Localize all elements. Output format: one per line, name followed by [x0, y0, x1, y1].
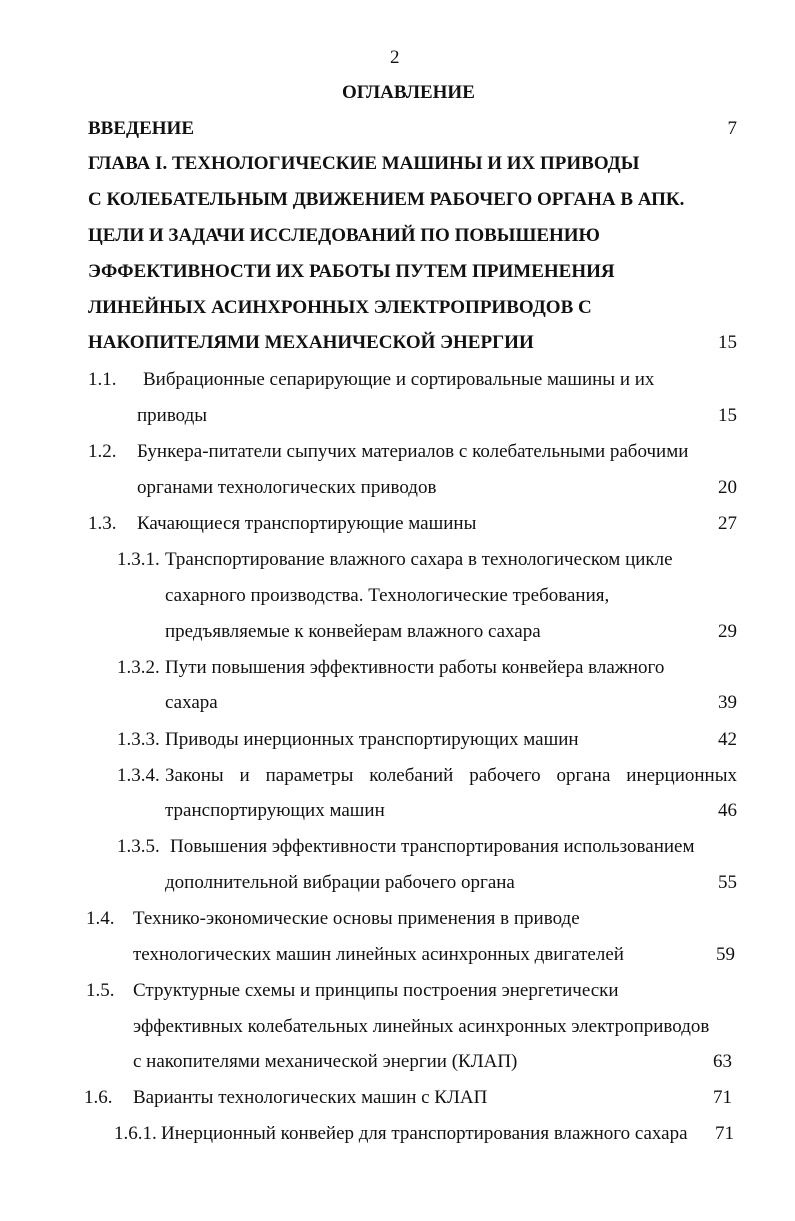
- chapter-1-line: С КОЛЕБАТЕЛЬНЫМ ДВИЖЕНИЕМ РАБОЧЕГО ОРГАНА В АПК.: [88, 189, 685, 210]
- section-title-cont: приводы: [137, 405, 208, 426]
- section-number: 1.1.: [88, 369, 117, 390]
- section-number: 1.6.1.: [114, 1123, 157, 1144]
- section-page: 20: [718, 477, 737, 498]
- section-title: Пути повышения эффективности работы конвейера влажного: [165, 657, 665, 678]
- section-page: 46: [718, 800, 737, 821]
- section-page: 15: [718, 405, 737, 426]
- chapter-1-line: ЭФФЕКТИВНОСТИ ИХ РАБОТЫ ПУТЕМ ПРИМЕНЕНИЯ: [88, 261, 615, 282]
- section-title: Транспортирование влажного сахара в технологическом цикле: [165, 549, 673, 570]
- section-title-cont: органами технологических приводов: [137, 477, 437, 498]
- chapter-1-page: 15: [718, 332, 737, 353]
- toc-intro-label: ВВЕДЕНИЕ: [88, 118, 194, 139]
- chapter-1-line: ГЛАВА I. ТЕХНОЛОГИЧЕСКИЕ МАШИНЫ И ИХ ПРИВОДЫ: [88, 153, 640, 174]
- section-title: Варианты технологических машин с КЛАП: [133, 1087, 488, 1108]
- chapter-1-line: НАКОПИТЕЛЯМИ МЕХАНИЧЕСКОЙ ЭНЕРГИИ: [88, 332, 534, 353]
- section-title-cont: предъявляемые к конвейерам влажного сахара: [165, 621, 541, 642]
- section-number: 1.3.2.: [117, 657, 160, 678]
- section-number: 1.3.1.: [117, 549, 160, 570]
- section-number: 1.4.: [86, 908, 115, 929]
- section-page: 42: [718, 729, 737, 750]
- section-number: 1.5.: [86, 980, 115, 1001]
- section-number: 1.3.5.: [117, 836, 160, 857]
- section-page: 39: [718, 692, 737, 713]
- section-number: 1.3.4.: [117, 765, 160, 786]
- section-title-cont: эффективных колебательных линейных асинхронных электроприводов: [133, 1016, 710, 1037]
- section-page: 71: [715, 1123, 734, 1144]
- section-number: 1.2.: [88, 441, 117, 462]
- section-page: 71: [713, 1087, 732, 1108]
- section-number: 1.6.: [84, 1087, 113, 1108]
- section-title: Качающиеся транспортирующие машины: [137, 513, 477, 534]
- section-number: 1.3.: [88, 513, 117, 534]
- section-title: Приводы инерционных транспортирующих машин: [165, 729, 579, 750]
- section-title-cont: дополнительной вибрации рабочего органа: [165, 872, 515, 893]
- section-title-cont: сахарного производства. Технологические требования,: [165, 585, 610, 606]
- section-title: Бункера-питатели сыпучих материалов с колебательными рабочими: [137, 441, 689, 462]
- section-title: Законы и параметры колебаний рабочего органа инерционных: [165, 765, 737, 786]
- section-title-cont: технологических машин линейных асинхронных двигателей: [133, 944, 624, 965]
- section-page: 27: [718, 513, 737, 534]
- toc-intro-page: 7: [727, 118, 737, 139]
- section-page: 29: [718, 621, 737, 642]
- chapter-1-line: ЛИНЕЙНЫХ АСИНХРОННЫХ ЭЛЕКТРОПРИВОДОВ С: [88, 297, 592, 318]
- section-number: 1.3.3.: [117, 729, 160, 750]
- section-title: Вибрационные сепарирующие и сортировальные машины и их: [143, 369, 655, 390]
- section-page: 55: [718, 872, 737, 893]
- section-title-cont: сахара: [165, 692, 218, 713]
- section-title: Технико-экономические основы применения в приводе: [133, 908, 580, 929]
- section-page: 59: [716, 944, 735, 965]
- section-title-cont: транспортирующих машин: [165, 800, 385, 821]
- toc-title: ОГЛАВЛЕНИЕ: [342, 82, 475, 103]
- section-title: Повышения эффективности транспортирования использованием: [170, 836, 695, 857]
- section-page: 63: [713, 1051, 732, 1072]
- section-title: Инерционный конвейер для транспортирования влажного сахара: [161, 1123, 688, 1144]
- chapter-1-line: ЦЕЛИ И ЗАДАЧИ ИССЛЕДОВАНИЙ ПО ПОВЫШЕНИЮ: [88, 225, 600, 246]
- page-number: 2: [390, 47, 400, 68]
- section-title-cont: с накопителями механической энергии (КЛАП): [133, 1051, 518, 1072]
- section-title: Структурные схемы и принципы построения энергетически: [133, 980, 619, 1001]
